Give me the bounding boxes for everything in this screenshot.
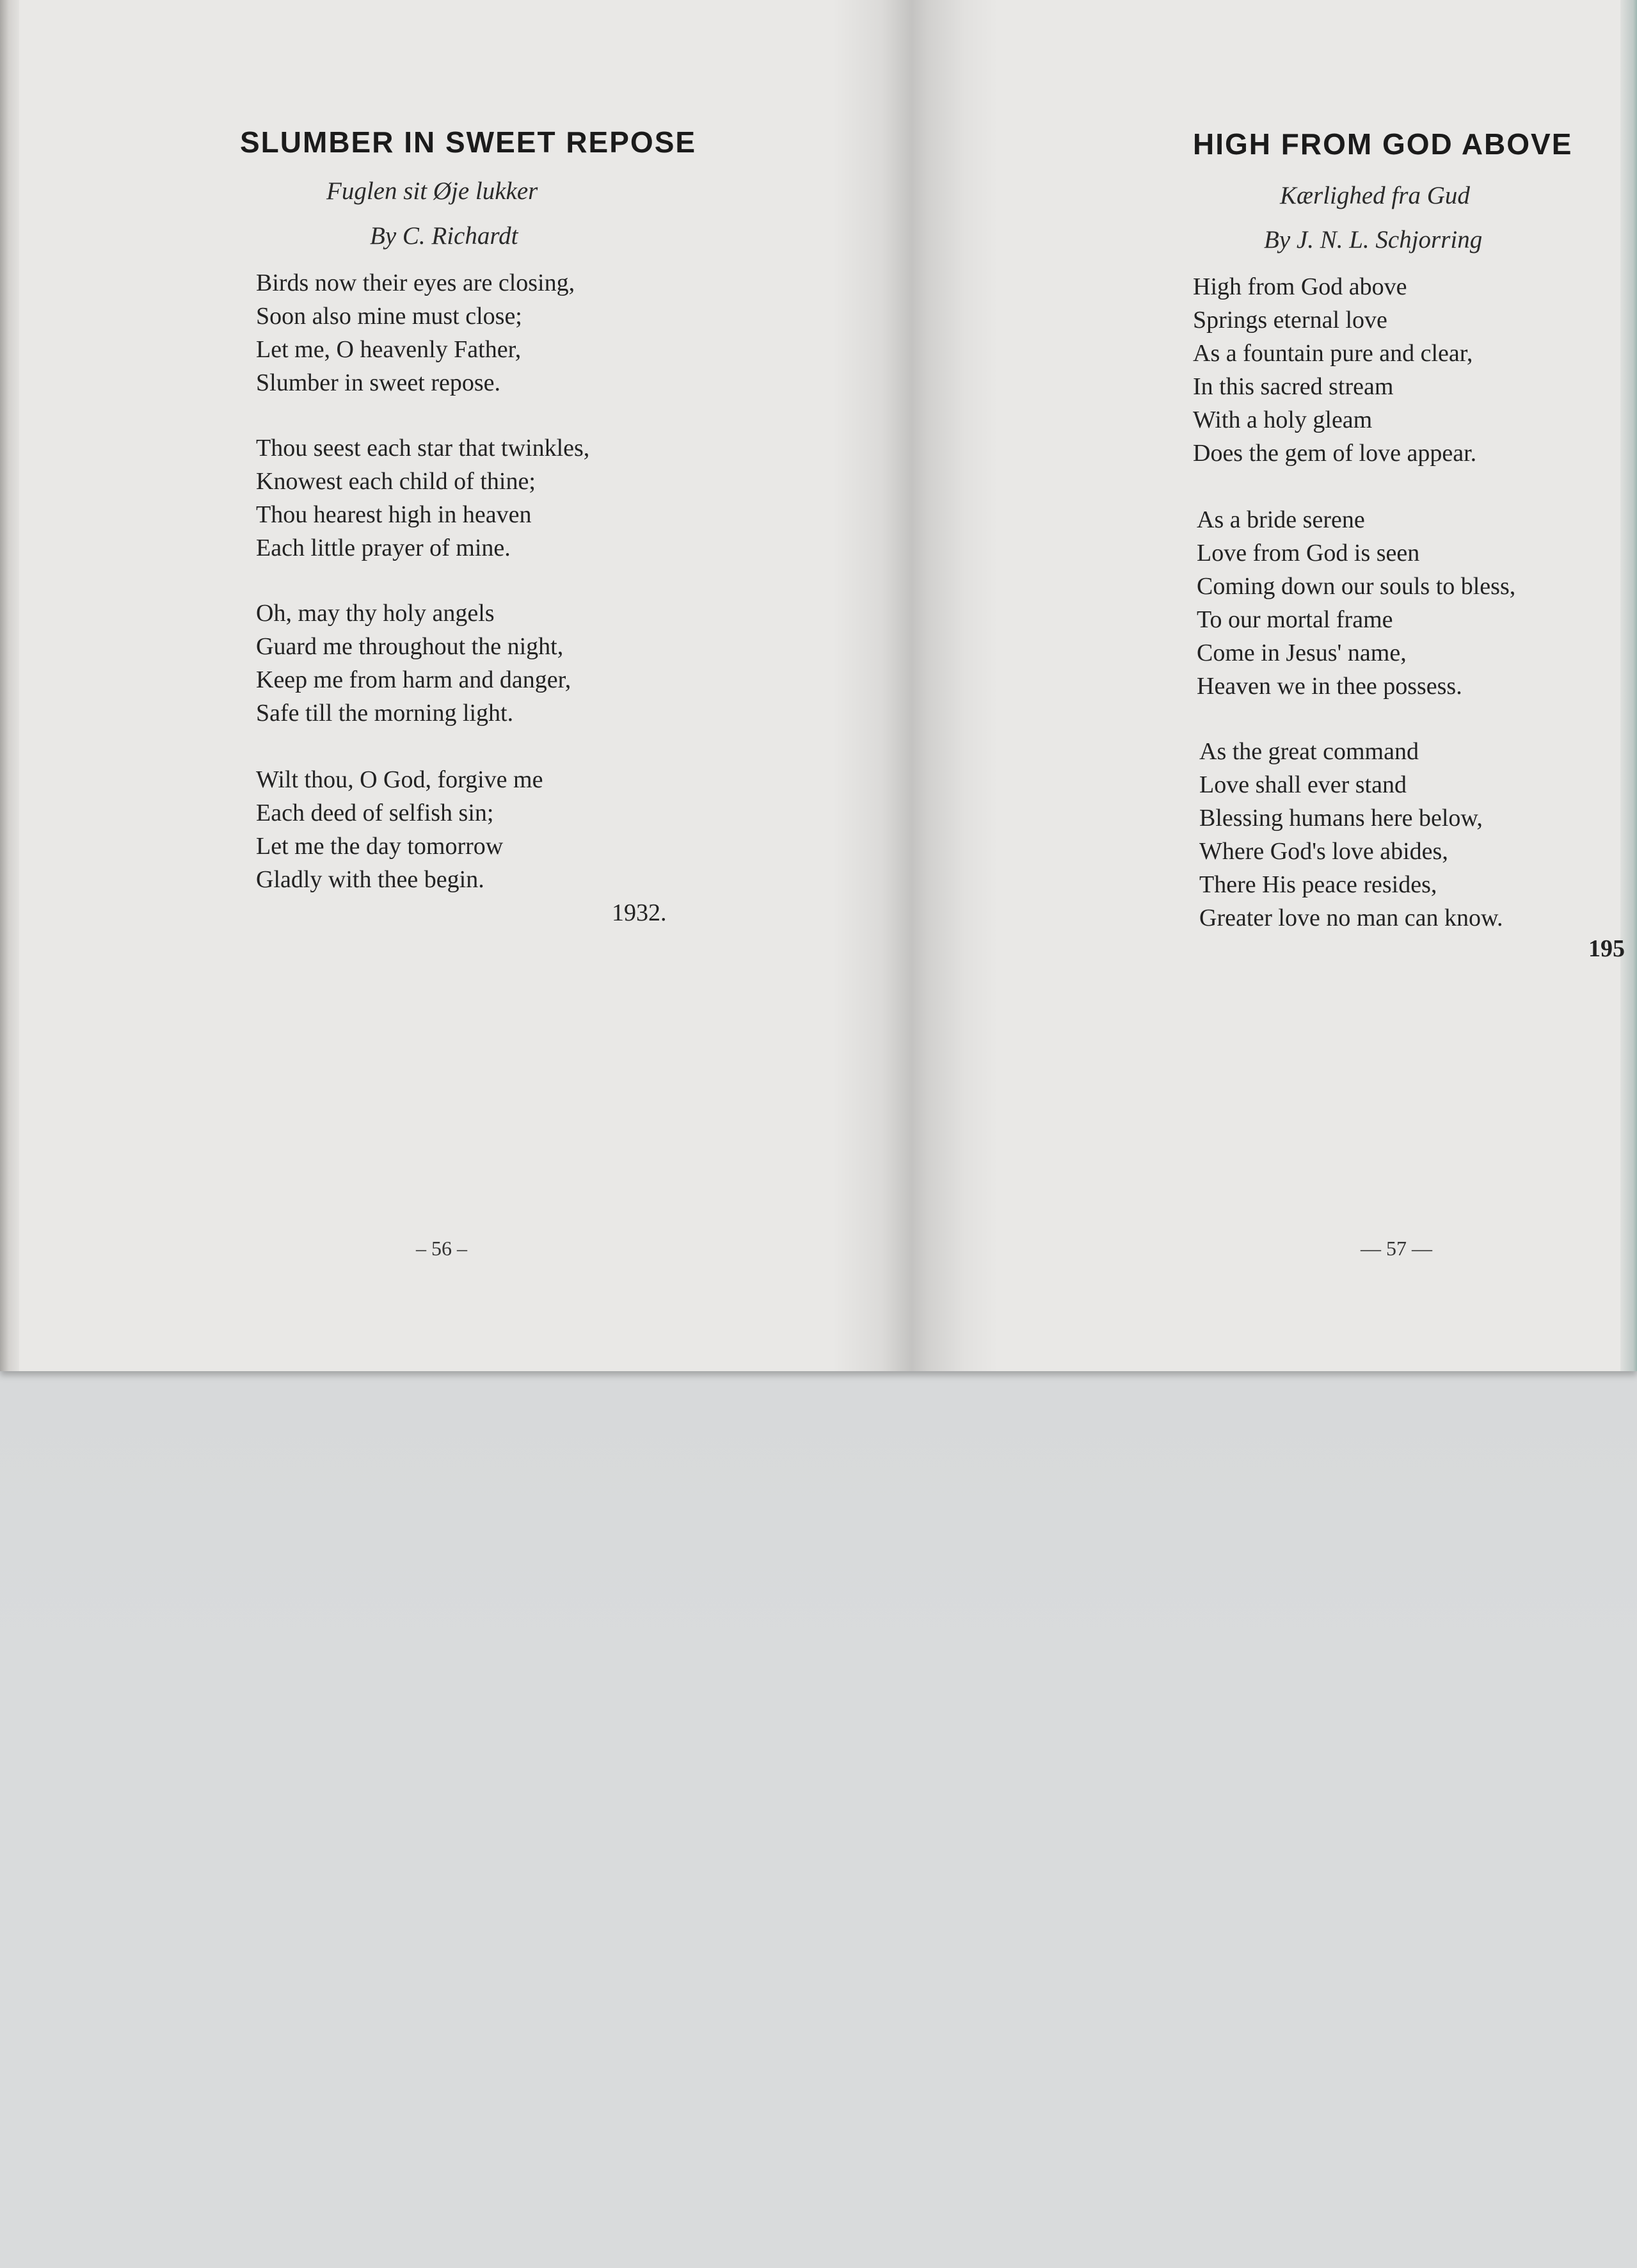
verse-line: Knowest each child of thine; [256,468,536,495]
verse-line: With a holy gleam [1193,406,1373,433]
verse-line: Thou seest each star that twinkles, [256,435,590,462]
verse-line: Springs eternal love [1193,307,1387,334]
verse-line: Coming down our souls to bless, [1197,573,1516,600]
verse-line: There His peace resides, [1199,871,1437,898]
verse-line: Oh, may thy holy angels [256,600,495,627]
verse-line: Slumber in sweet repose. [256,369,501,396]
verse-line: High from God above [1193,273,1407,300]
verse-line: Each deed of selfish sin; [256,800,494,826]
stanza-2 [1197,503,1515,703]
poem-title: HIGH FROM GOD ABOVE [1193,127,1573,161]
left-page [19,0,832,1371]
verse-line: Greater love no man can know. [1199,905,1503,931]
verse-line: Come in Jesus' name, [1197,639,1407,666]
book-gutter [832,0,998,1371]
verse-line: Heaven we in thee possess. [1197,673,1462,700]
verse-line: Gladly with thee begin. [256,866,484,893]
poem-byline: By J. N. L. Schjorring [1264,226,1483,253]
verse-line: Soon also mine must close; [256,303,522,330]
verse-line: Does the gem of love appear. [1193,440,1477,467]
verse-line: As a fountain pure and clear, [1193,340,1473,367]
verse-line: Let me the day tomorrow [256,833,504,860]
verse-line: Each little prayer of mine. [256,535,511,561]
book-page-edge-left [0,0,19,1371]
verse-line: Keep me from harm and danger, [256,666,571,693]
verse-line: Let me, O heavenly Father, [256,336,522,363]
verse-line: To our mortal frame [1197,606,1393,633]
poem-year: 195 [1588,935,1625,962]
stanza-1 [256,266,575,399]
verse-line: Birds now their eyes are closing, [256,269,575,296]
verse-line: Safe till the morning light. [256,700,514,727]
poem-subtitle: Kærlighed fra Gud [1280,182,1470,209]
verse-line: Blessing humans here below, [1199,805,1483,832]
verse-line: As the great command [1199,738,1419,765]
verse-line: Love shall ever stand [1199,771,1407,798]
poem-year: 1932. [612,899,667,926]
verse-line: Guard me throughout the night, [256,633,564,660]
verse-line: Love from God is seen [1197,540,1420,567]
poem-title: SLUMBER IN SWEET REPOSE [240,125,697,159]
verse-line: Wilt thou, O God, forgive me [256,766,543,793]
verse-line: As a bride serene [1197,506,1365,533]
page-number: – 56 – [416,1237,467,1260]
poem-subtitle: Fuglen sit Øje lukker [326,177,538,205]
verse-line: Thou hearest high in heaven [256,501,532,528]
verse-line: Where God's love abides, [1199,838,1448,865]
stanza-2 [256,431,589,565]
stanza-3 [1199,735,1503,935]
right-page [998,0,1637,1371]
stanza-1 [1193,270,1476,470]
stanza-4 [256,763,543,896]
page-number: — 57 — [1361,1237,1432,1260]
verse-line: In this sacred stream [1193,373,1394,400]
stanza-3 [256,597,571,730]
poem-byline: By C. Richardt [370,222,518,250]
